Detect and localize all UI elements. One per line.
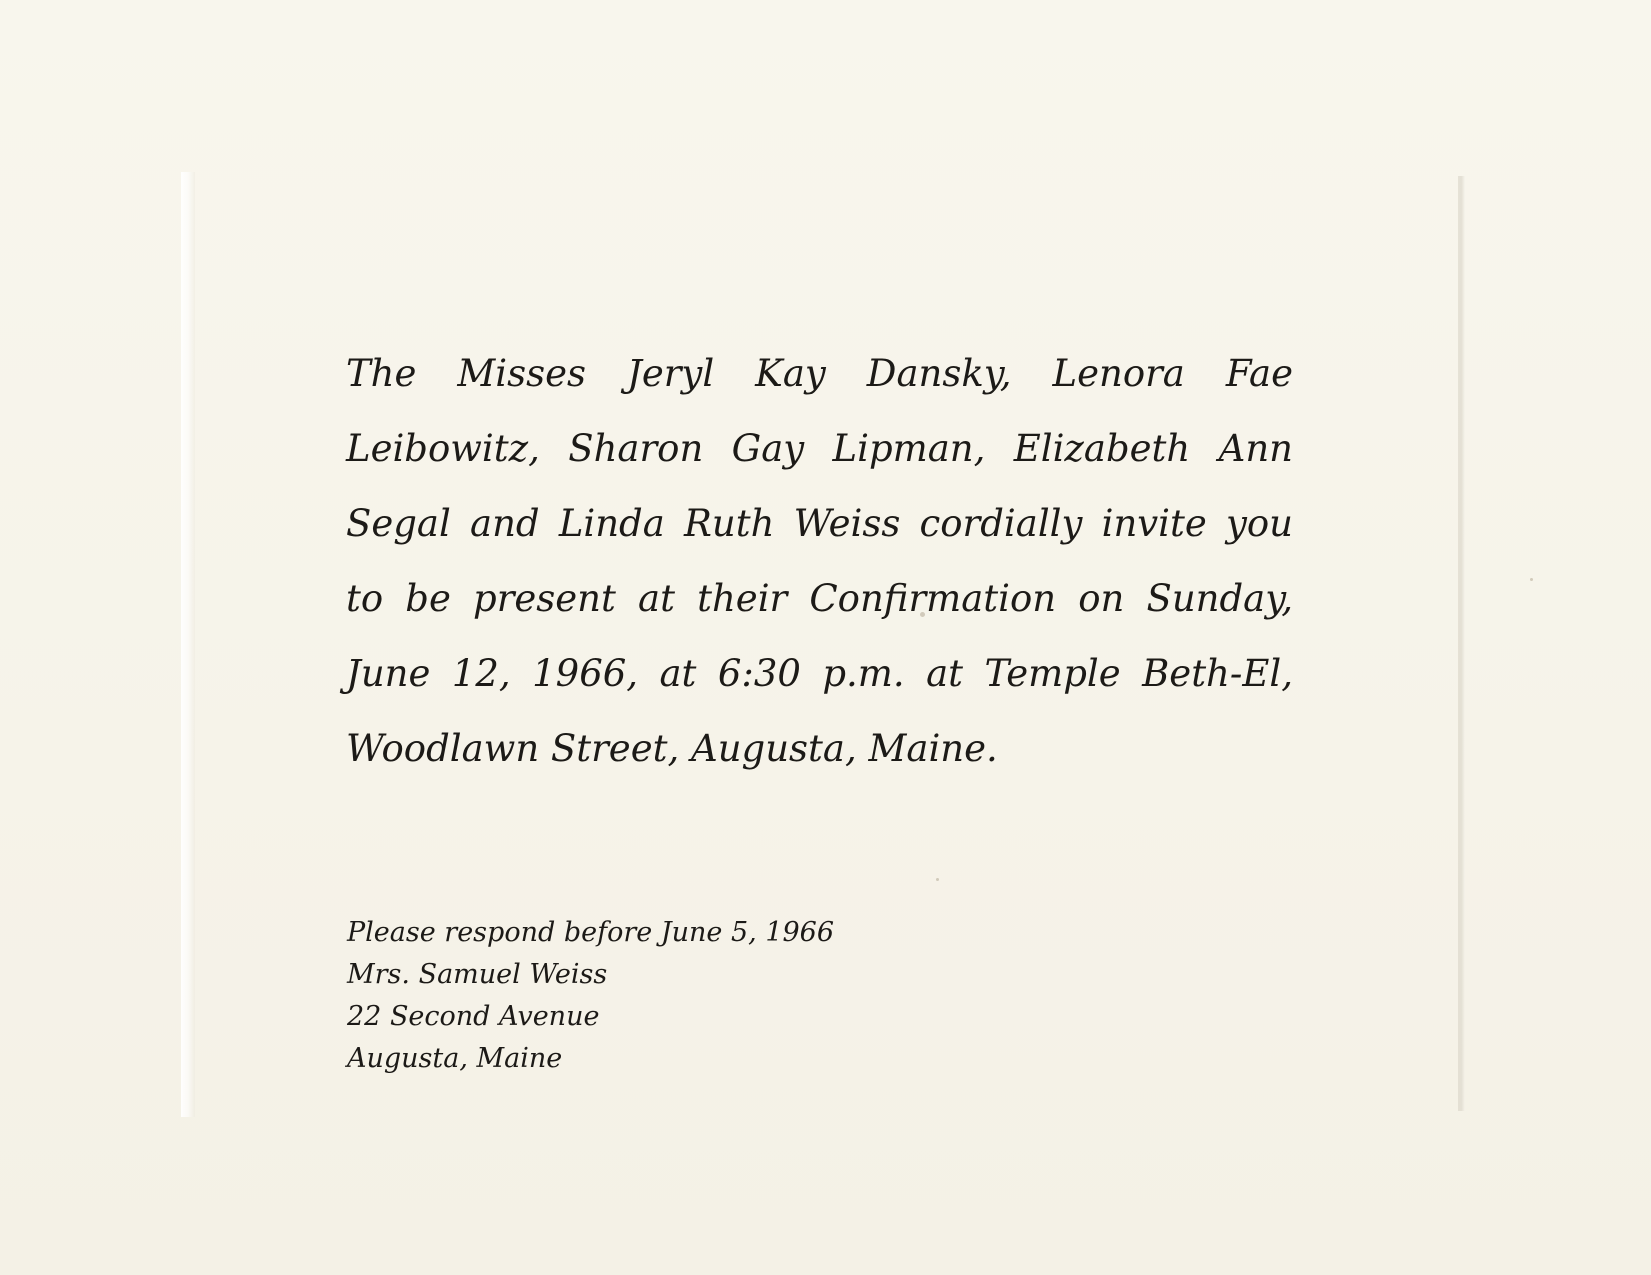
- invitation-line-3: Segal and Linda Ruth Weiss cordially invite you: [346, 502, 1293, 545]
- emboss-edge-left: [181, 172, 195, 1117]
- rsvp-block: [347, 912, 834, 1080]
- emboss-edge-right: [1458, 176, 1465, 1111]
- invitation-line-5: June 12, 1966, at 6:30 p.m. at Temple Beth-El,: [346, 652, 1293, 695]
- invitation-line-1: The Misses Jeryl Kay Dansky, Lenora Fae: [346, 352, 1293, 395]
- rsvp-street-address: 22 Second Avenue: [347, 1001, 600, 1032]
- invitation-line-4: to be present at their Confirmation on Sunday,: [346, 577, 1293, 620]
- rsvp-deadline: Please respond before June 5, 1966: [347, 917, 835, 948]
- paper-speck: [1530, 578, 1533, 581]
- paper-speck: [936, 878, 939, 881]
- invitation-body: [346, 336, 1293, 786]
- rsvp-city-state: Augusta, Maine: [347, 1043, 563, 1074]
- rsvp-contact-name: Mrs. Samuel Weiss: [347, 959, 608, 990]
- invitation-line-6: Woodlawn Street, Augusta, Maine.: [346, 727, 998, 770]
- invitation-line-2: Leibowitz, Sharon Gay Lipman, Elizabeth Ann: [346, 427, 1293, 470]
